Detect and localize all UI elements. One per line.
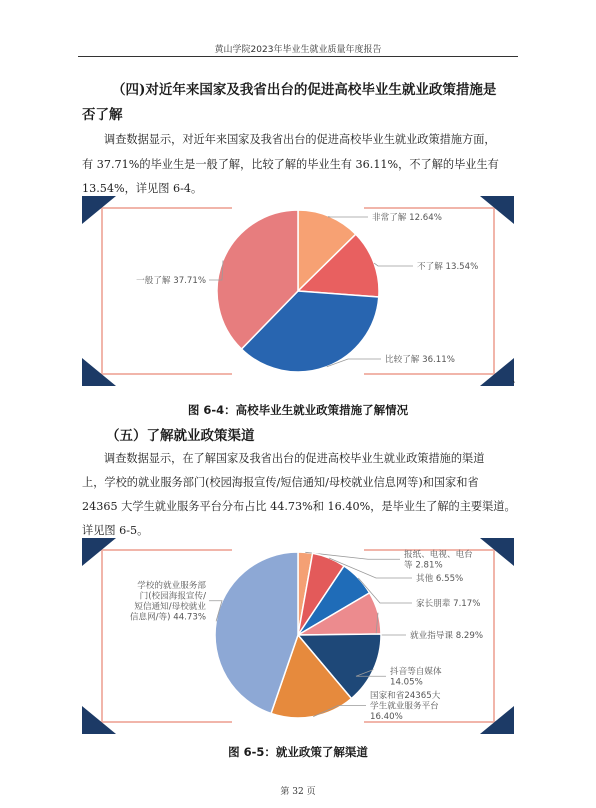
paragraph-line: 上，学校的就业服务部门(校园海报宣传/短信通知/母校就业信息网等)和国家和省	[82, 476, 479, 489]
header-rule	[78, 56, 518, 57]
paragraph-line: 调查数据显示，在了解国家及我省出台的促进高校毕业生就业政策措施的渠道	[104, 452, 485, 465]
leader-line	[374, 263, 413, 266]
figure-6-5	[82, 538, 514, 734]
slice-label: 比较了解 36.11%	[385, 355, 455, 365]
figure-caption: 图 6-5：就业政策了解渠道	[228, 745, 368, 759]
paragraph-line: 调查数据显示，对近年来国家及我省出台的促进高校毕业生就业政策措施方面，	[104, 133, 496, 146]
paragraph-line: 详见图 6-5。	[82, 524, 149, 537]
slice-label: 国家和省24365大学生就业服务平台 16.40%	[370, 691, 441, 722]
section-heading-continued: 否了解	[82, 107, 123, 123]
stray-mark: 、	[512, 375, 522, 385]
figure-caption: 图 6-4：高校毕业生就业政策措施了解情况	[187, 403, 409, 417]
slice-label: 报纸、电视、电台等 2.81%	[404, 550, 473, 571]
slice-label: 抖音等自媒体 14.05%	[390, 667, 442, 688]
leader-line	[328, 216, 368, 217]
paragraph-line: 24365 大学生就业服务平台分布占比 44.73%和 16.40%，是毕业生了解的主要渠道。	[82, 500, 516, 513]
slice-label: 不了解 13.54%	[417, 262, 479, 272]
section-heading: （四)对近年来国家及我省出台的促进高校毕业生就业政策措施是	[112, 82, 497, 98]
slice-label: 其他 6.55%	[416, 574, 464, 584]
slice-label: 非常了解 12.64%	[372, 213, 442, 223]
slice-label: 学校的就业服务部门(校园海报宣传/短信通知/母校就业信息网/等) 44.73%	[129, 581, 206, 623]
policy-channel-pie-chart	[82, 538, 514, 734]
figure-6-4	[82, 196, 522, 386]
slice-label: 家长朋辈 7.17%	[416, 599, 481, 609]
page-header: 黄山学院2023年毕业生就业质量年度报告	[214, 45, 382, 55]
paragraph-line: 13.54%，详见图 6-4。	[82, 182, 203, 195]
slice-label: 就业指导课 8.29%	[410, 631, 484, 641]
section-heading: （五）了解就业政策渠道	[106, 428, 255, 444]
page-number: 第 32 页	[280, 787, 316, 797]
paragraph-line: 有 37.71%的毕业生是一般了解，比较了解的毕业生有 36.11%，不了解的毕业生有	[82, 158, 499, 171]
slice-label: 一般了解 37.71%	[136, 276, 206, 286]
policy-awareness-pie-chart	[82, 196, 514, 386]
